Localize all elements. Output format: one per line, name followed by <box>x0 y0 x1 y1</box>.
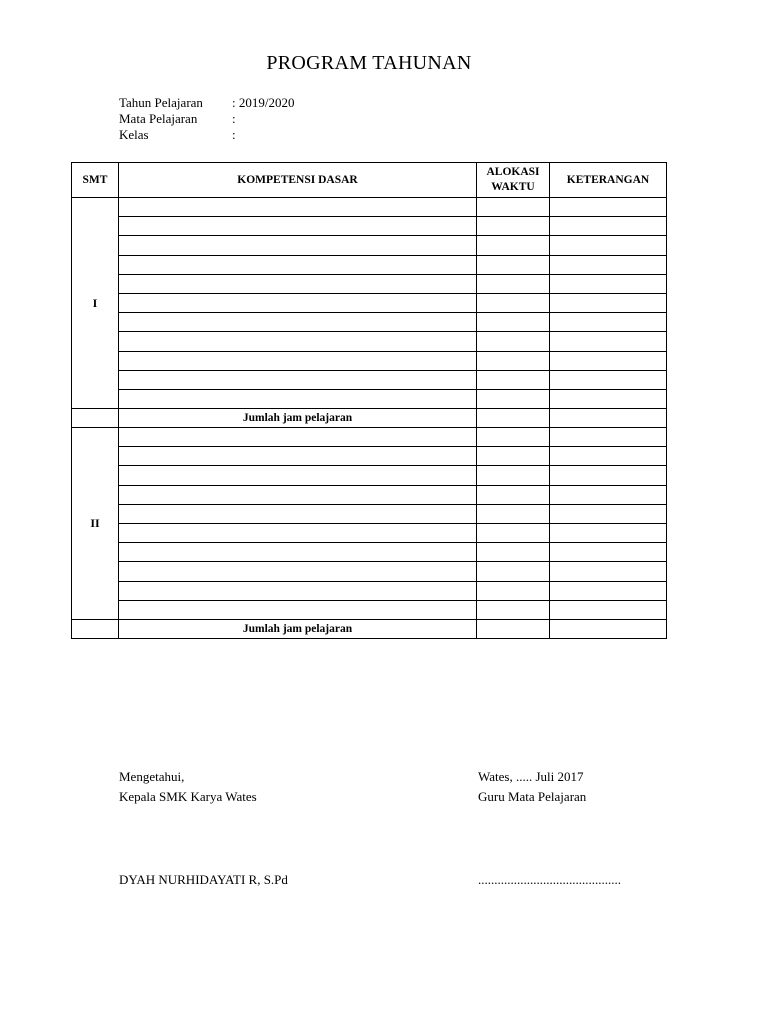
table-row <box>72 313 667 332</box>
kd-cell <box>119 389 477 408</box>
meta-row-tahun <box>119 95 294 111</box>
header-smt: SMT <box>72 163 119 198</box>
alokasi-cell <box>477 543 550 562</box>
signature-right-line2: Guru Mata Pelajaran <box>478 789 587 804</box>
keterangan-cell <box>550 524 667 543</box>
sum-label: Jumlah jam pelajaran <box>119 409 477 428</box>
keterangan-cell <box>550 351 667 370</box>
alokasi-cell <box>477 485 550 504</box>
keterangan-cell <box>550 504 667 523</box>
alokasi-cell <box>477 428 550 447</box>
alokasi-cell <box>477 447 550 466</box>
table-row <box>72 504 667 523</box>
keterangan-cell <box>550 274 667 293</box>
table-row <box>72 389 667 408</box>
alokasi-cell <box>477 581 550 600</box>
kd-cell <box>119 543 477 562</box>
alokasi-cell <box>477 504 550 523</box>
kd-cell <box>119 466 477 485</box>
sum-smt-cell <box>72 619 119 638</box>
kd-cell <box>119 562 477 581</box>
document-meta <box>119 95 294 143</box>
alokasi-cell <box>477 313 550 332</box>
kd-cell <box>119 274 477 293</box>
keterangan-cell <box>550 236 667 255</box>
keterangan-cell <box>550 428 667 447</box>
keterangan-cell <box>550 255 667 274</box>
alokasi-cell <box>477 332 550 351</box>
alokasi-cell <box>477 236 550 255</box>
keterangan-cell <box>550 466 667 485</box>
kd-cell <box>119 198 477 217</box>
tahun-pelajaran-label: Tahun Pelajaran <box>119 95 203 110</box>
alokasi-cell <box>477 198 550 217</box>
table-row <box>72 198 667 217</box>
table-row <box>72 524 667 543</box>
sum-row <box>72 409 667 428</box>
kd-cell <box>119 428 477 447</box>
alokasi-cell <box>477 351 550 370</box>
kd-cell <box>119 504 477 523</box>
mata-pelajaran-value: : <box>232 111 236 126</box>
table-row <box>72 447 667 466</box>
table-row <box>72 581 667 600</box>
tahun-pelajaran-value: : 2019/2020 <box>232 95 295 110</box>
program-table <box>71 162 667 639</box>
kd-cell <box>119 313 477 332</box>
keterangan-cell <box>550 389 667 408</box>
header-keterangan: KETERANGAN <box>550 163 667 198</box>
alokasi-cell <box>477 274 550 293</box>
keterangan-cell <box>550 217 667 236</box>
kelas-value: : <box>232 127 236 142</box>
alokasi-cell <box>477 293 550 312</box>
meta-row-kelas <box>119 127 294 143</box>
table-row <box>72 293 667 312</box>
keterangan-cell <box>550 562 667 581</box>
sum-label: Jumlah jam pelajaran <box>119 619 477 638</box>
kd-cell <box>119 600 477 619</box>
keterangan-cell <box>550 447 667 466</box>
keterangan-cell <box>550 198 667 217</box>
kd-cell <box>119 293 477 312</box>
kd-cell <box>119 370 477 389</box>
table-row <box>72 428 667 447</box>
table-row <box>72 600 667 619</box>
header-alokasi-line1: ALOKASI <box>486 166 540 178</box>
kelas-label: Kelas <box>119 127 149 142</box>
sum-keterangan-cell <box>550 409 667 428</box>
table-row <box>72 217 667 236</box>
sum-keterangan-cell <box>550 619 667 638</box>
table-row <box>72 562 667 581</box>
alokasi-cell <box>477 562 550 581</box>
semester-2-body <box>72 428 667 639</box>
table-row <box>72 485 667 504</box>
header-alokasi-line2: WAKTU <box>491 181 535 193</box>
alokasi-cell <box>477 255 550 274</box>
sum-smt-cell <box>72 409 119 428</box>
keterangan-cell <box>550 600 667 619</box>
keterangan-cell <box>550 332 667 351</box>
kd-cell <box>119 351 477 370</box>
semester-label: I <box>72 198 119 409</box>
table-row <box>72 351 667 370</box>
table-row <box>72 332 667 351</box>
kd-cell <box>119 332 477 351</box>
signature-left-name: DYAH NURHIDAYATI R, S.Pd <box>119 872 288 887</box>
semester-label: II <box>72 428 119 620</box>
meta-row-mapel <box>119 111 294 127</box>
alokasi-cell <box>477 524 550 543</box>
table-row <box>72 370 667 389</box>
alokasi-cell <box>477 217 550 236</box>
table-row <box>72 274 667 293</box>
keterangan-cell <box>550 370 667 389</box>
signature-left-line1: Mengetahui, <box>119 769 185 784</box>
table-row <box>72 543 667 562</box>
keterangan-cell <box>550 313 667 332</box>
kd-cell <box>119 255 477 274</box>
keterangan-cell <box>550 485 667 504</box>
alokasi-cell <box>477 466 550 485</box>
alokasi-cell <box>477 370 550 389</box>
table-row <box>72 255 667 274</box>
kd-cell <box>119 485 477 504</box>
kd-cell <box>119 447 477 466</box>
kd-cell <box>119 581 477 600</box>
header-row <box>72 163 667 198</box>
sum-row <box>72 619 667 638</box>
signature-right-line1: Wates, ..... Juli 2017 <box>478 769 584 784</box>
sum-alokasi-cell <box>477 409 550 428</box>
keterangan-cell <box>550 581 667 600</box>
alokasi-cell <box>477 389 550 408</box>
sum-alokasi-cell <box>477 619 550 638</box>
page-title: PROGRAM TAHUNAN <box>266 52 472 74</box>
alokasi-cell <box>477 600 550 619</box>
table-row <box>72 236 667 255</box>
kd-cell <box>119 236 477 255</box>
kd-cell <box>119 524 477 543</box>
header-kompetensi-dasar: KOMPETENSI DASAR <box>119 163 477 198</box>
signature-left-line2: Kepala SMK Karya Wates <box>119 789 257 804</box>
table-row <box>72 466 667 485</box>
header-alokasi-waktu <box>477 163 550 198</box>
keterangan-cell <box>550 293 667 312</box>
keterangan-cell <box>550 543 667 562</box>
kd-cell <box>119 217 477 236</box>
mata-pelajaran-label: Mata Pelajaran <box>119 111 198 126</box>
signature-right-name: ............................................ <box>478 872 621 887</box>
semester-1-body <box>72 198 667 428</box>
